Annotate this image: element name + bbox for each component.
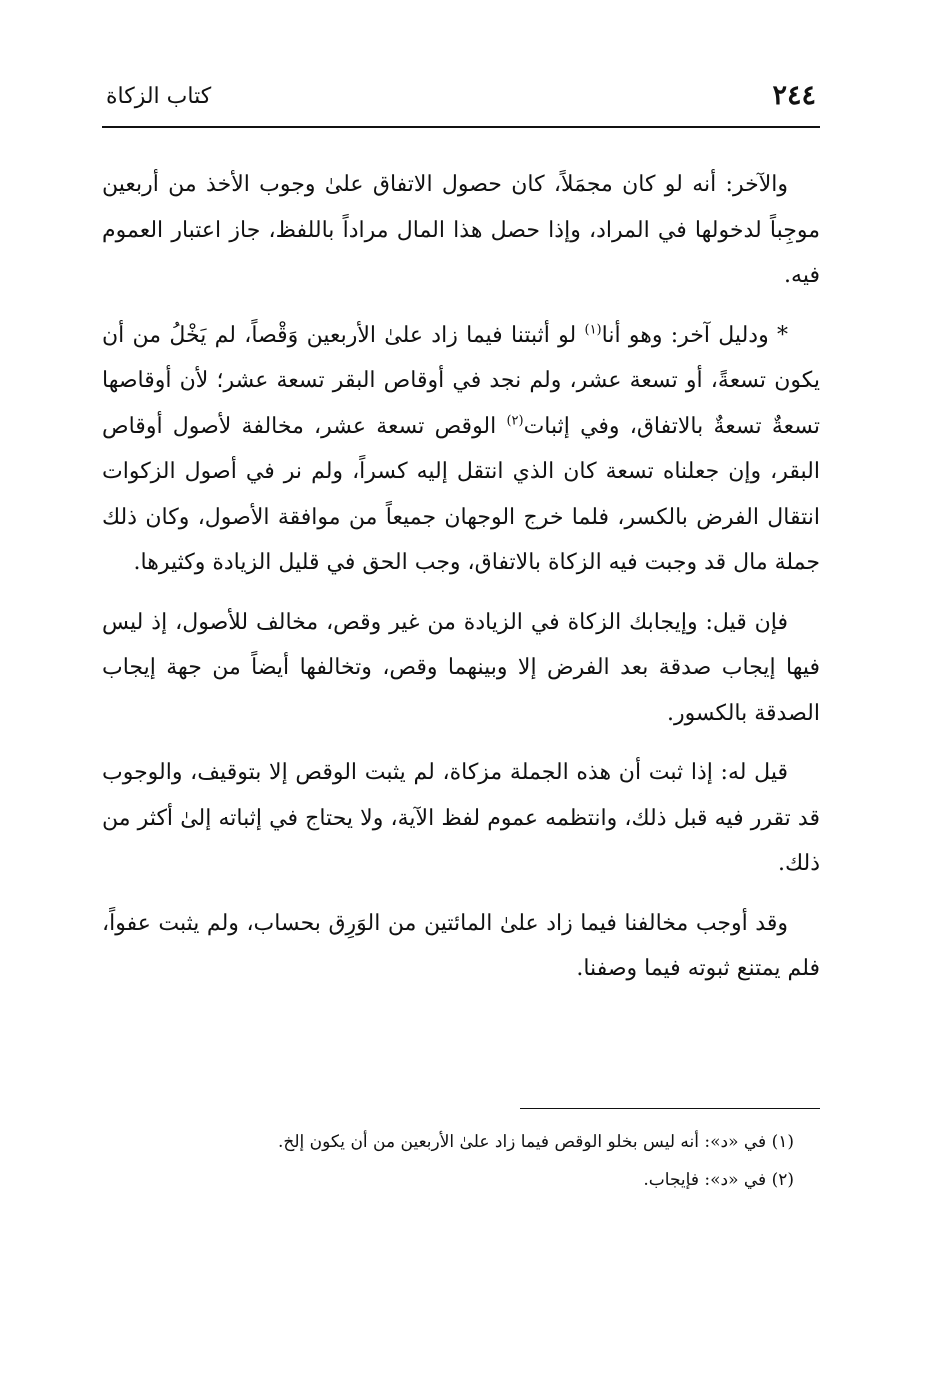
paragraph-text: * ودليل آخر: وهو أنا (601, 322, 788, 348)
paragraph-text: قيل له: إذا ثبت أن هذه الجملة مزكاة، لم يثبت الوقص إلا بتوقيف، والوجوب قد تقرر فيه قبل ذلك، وانتظمه عموم لفظ الآية، ولا يحتاج في إثباته إلىٰ أكثر من ذلك. (102, 760, 820, 876)
paragraph-text: فإن قيل: وإيجابك الزكاة في الزيادة من غير وقص، مخالف للأصول، إذ ليس فيها إيجاب صدقة بعد الفرض إلا وبينهما وقص، وتخالفها أيضاً من جهة إيجاب الصدقة بالكسور. (102, 609, 820, 726)
footnotes-section (102, 1108, 820, 1199)
paragraph-5 (102, 901, 820, 992)
paragraph-text: وقد أوجب مخالفنا فيما زاد علىٰ المائتين من الوَرِق بحساب، ولم يثبت عفواً، فلم يمتنع ثبوته فيما وصفنا. (102, 910, 820, 981)
footnote-reference: (٢) (506, 413, 524, 429)
paragraph-1 (102, 162, 820, 299)
paragraph-text: الوقص تسعة عشر، مخالفة لأصول أوقاص البقر، وإن جعلناه تسعة كان الذي انتقل إليه كسراً، ولم نر في أصول الزكوات انتقال الفرض بالكسر، فلما خرج الوجهان جميعاً من موافقة الأصول، وكان ذلك جملة مال قد وجبت فيه الزكاة بالاتفاق، وجب الحق في قليل الزيادة وكثيرها. (102, 413, 820, 575)
paragraph-3 (102, 600, 820, 737)
footnote-2: (٢) في «د»: فإيجاب. (643, 1170, 794, 1190)
paragraph-4 (102, 750, 820, 887)
footnote-reference: (١) (584, 322, 602, 338)
book-page (102, 60, 820, 1006)
paragraph-text: لو أثبتنا فيما زاد علىٰ الأربعين وَقْصاً، لم يَخْلُ من أن يكون تسعةً، أو تسعة عشر، ولم نجد في أوقاص البقر تسعة عشر؛ لأن أوقاصها تسعةٌ تسعةٌ بالاتفاق، وفي إثبات (102, 322, 820, 439)
page-header (102, 60, 820, 128)
paragraph-text: والآخر: أنه لو كان مجمَلاً، كان حصول الاتفاق علىٰ وجوب الأخذ من أربعين موجِباً لدخولها في المراد، وإذا حصل هذا المال مراداً باللفظ، جاز اعتبار العموم فيه. (102, 172, 820, 288)
footnote-1: (١) في «د»: أنه ليس بخلو الوقص فيما زاد علىٰ الأربعين من أن يكون إلخ. (277, 1132, 794, 1152)
page-number: ٢٤٤ (772, 80, 816, 111)
footnote-separator (520, 1108, 820, 1109)
paragraph-2 (102, 313, 820, 586)
main-text (102, 162, 820, 992)
running-title: كتاب الزكاة (106, 84, 212, 109)
